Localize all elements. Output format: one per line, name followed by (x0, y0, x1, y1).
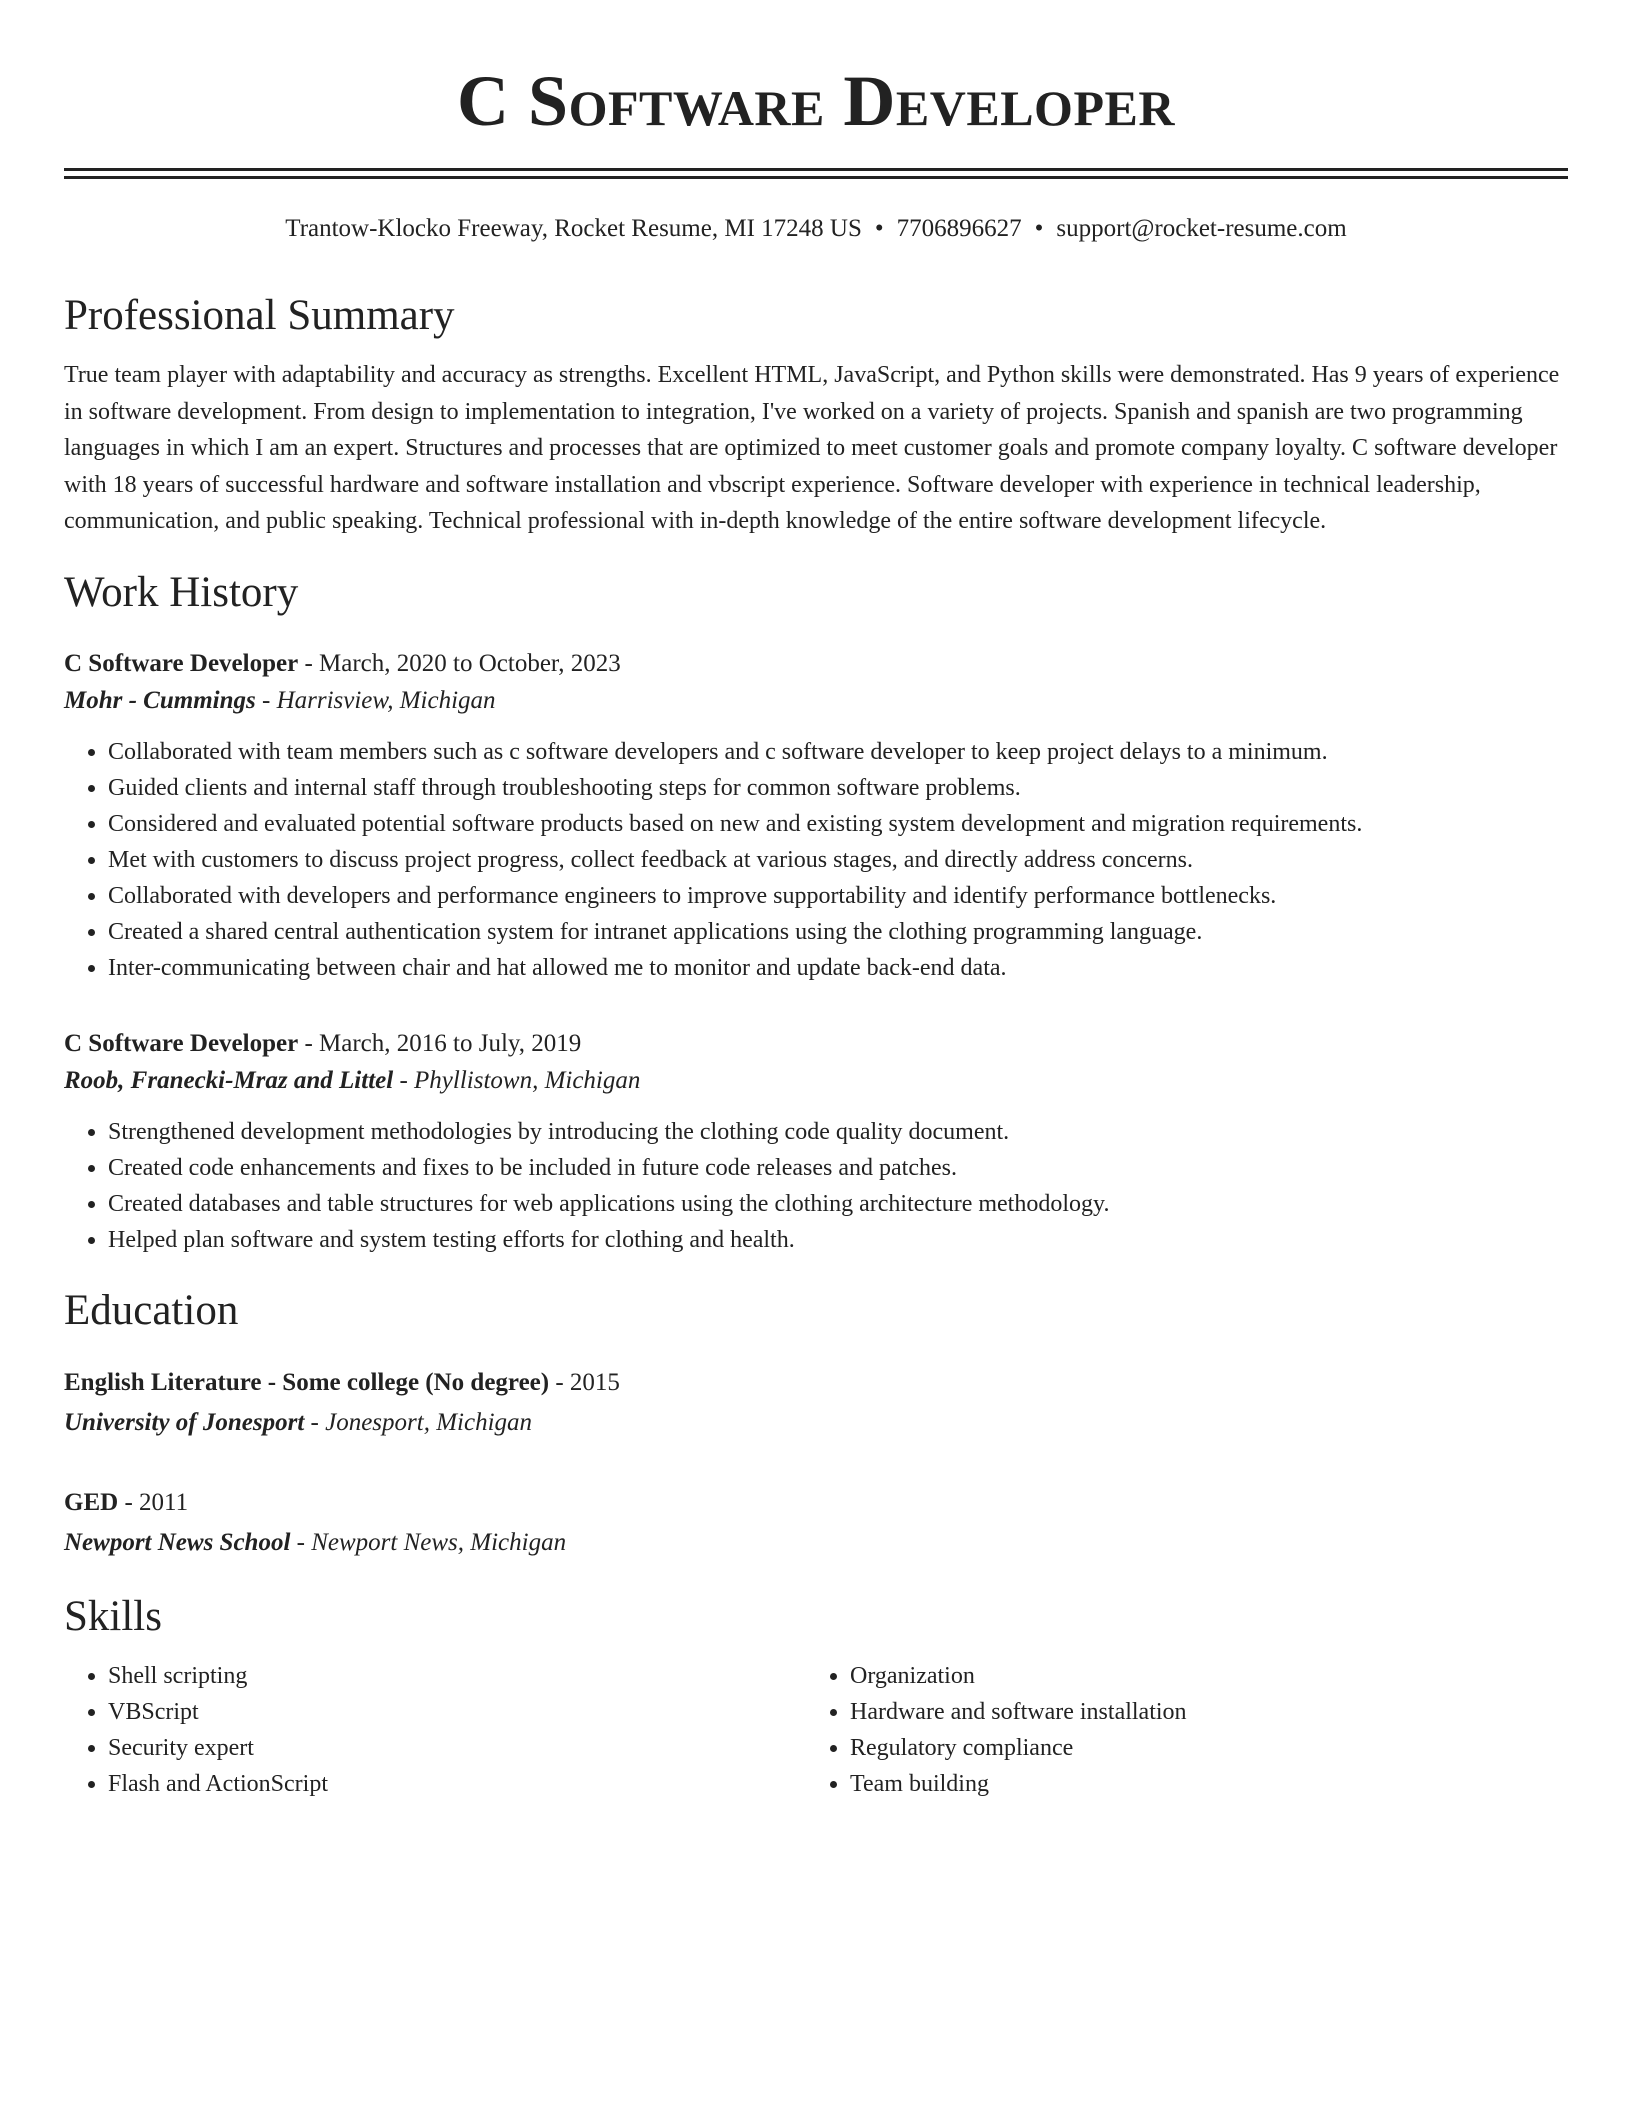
job-company: Mohr - Cummings (64, 686, 256, 714)
job-bullet: • Helped plan software and system testing efforts for clothing and health. (108, 1222, 1568, 1258)
education-heading (64, 1364, 1568, 1402)
skill-item: • Flash and ActionScript (108, 1766, 806, 1802)
skill-item: • Regulatory compliance (850, 1730, 1566, 1766)
resume-name: C Software Developer (457, 61, 1175, 141)
education-school: Newport News School (64, 1528, 291, 1556)
education-institution (64, 1522, 1568, 1564)
job-bullet: • Strengthened development methodologies by introducing the clothing code quality document. (108, 1114, 1568, 1150)
job-employer (64, 1062, 1568, 1100)
job-bullet: • Created code enhancements and fixes to be included in future code releases and patches. (108, 1150, 1568, 1186)
skill-item: • Security expert (108, 1730, 806, 1766)
education-entry (64, 1364, 1568, 1444)
skill-item: • VBScript (108, 1694, 806, 1730)
job-role: C Software Developer (64, 649, 299, 677)
section-title-summary: Professional Summary (64, 292, 455, 339)
skills-list-left (64, 1658, 806, 1802)
job-bullet: • Met with customers to discuss project progress, collect feedback at various stages, and directly address concerns. (108, 842, 1568, 878)
section-title-skills: Skills (64, 1592, 162, 1640)
job-location: - Phyllistown, Michigan (393, 1066, 641, 1094)
job-dates: - March, 2016 to July, 2019 (298, 1029, 582, 1057)
contact-email: support@rocket-resume.com (1056, 215, 1347, 242)
job-bullet: • Collaborated with developers and performance engineers to improve supportability and identify performance bottlenecks. (108, 878, 1568, 914)
job-employer (64, 682, 1568, 720)
job-role: C Software Developer (64, 1029, 299, 1057)
education-school: University of Jonesport (64, 1408, 305, 1436)
education-entry (64, 1484, 1568, 1564)
skill-item: • Team building (850, 1766, 1566, 1802)
education-degree: English Literature - Some college (No degree) (64, 1368, 550, 1396)
skills-columns (64, 1658, 1568, 1802)
education-degree: GED (64, 1488, 119, 1516)
job-company: Roob, Franecki-Mraz and Littel (64, 1066, 394, 1094)
contact-address: Trantow-Klocko Freeway, Rocket Resume, MI 17248 US (285, 215, 862, 242)
skill-item: • Shell scripting (108, 1658, 806, 1694)
job-bullet: • Created a shared central authentication system for intranet applications using the clothing programming language. (108, 914, 1568, 950)
section-title-education: Education (64, 1286, 239, 1334)
section-title-work-history: Work History (64, 568, 299, 616)
job-entry (64, 646, 1568, 986)
summary-text: True team player with adaptability and accuracy as strengths. Excellent HTML, JavaScript, and Python skills were demonstrated. Has 9 years of experience in software development. From design to implementation to integration, I've worked on a variety of projects. Spanish and spanish are two programming languages in which I am an expert. Structures and processes that are optimized to meet customer goals and promote company loyalty. C software developer with 18 years of successful hardware and software installation and vbscript experience. Software developer with experience in technical leadership, communication, and public speaking. Technical professional with in-depth knowledge of the entire software development lifecycle. (64, 362, 1560, 535)
job-bullet: • Inter-communicating between chair and hat allowed me to monitor and update back-end data. (108, 950, 1568, 986)
job-bullet-list (64, 734, 1568, 986)
job-dates: - March, 2020 to October, 2023 (298, 649, 621, 677)
education-heading (64, 1484, 1568, 1522)
skill-item: • Organization (850, 1658, 1566, 1694)
job-heading (64, 646, 1568, 682)
job-location: - Harrisview, Michigan (255, 686, 496, 714)
job-bullet: • Considered and evaluated potential software products based on new and existing system development and migration requirements. (108, 806, 1568, 842)
job-entry (64, 1026, 1568, 1258)
education-year: - 2011 (118, 1488, 189, 1516)
education-location: - Jonesport, Michigan (304, 1408, 533, 1436)
header-double-rule (64, 168, 1568, 179)
job-bullet: • Created databases and table structures for web applications using the clothing architecture methodology. (108, 1186, 1568, 1222)
job-bullet-list (64, 1114, 1568, 1258)
skills-list-right (806, 1658, 1566, 1802)
contact-separator: • (874, 215, 884, 242)
job-heading (64, 1026, 1568, 1062)
education-institution (64, 1402, 1568, 1444)
skill-item: • Hardware and software installation (850, 1694, 1566, 1730)
education-year: - 2015 (549, 1368, 620, 1396)
job-bullet: • Guided clients and internal staff through troubleshooting steps for common software problems. (108, 770, 1568, 806)
education-location: - Newport News, Michigan (290, 1528, 567, 1556)
contact-phone: 7706896627 (896, 215, 1022, 242)
contact-line (64, 213, 1568, 245)
contact-separator: • (1034, 215, 1044, 242)
job-bullet: • Collaborated with team members such as c software developers and c software developer to keep project delays to a minimum. (108, 734, 1568, 770)
